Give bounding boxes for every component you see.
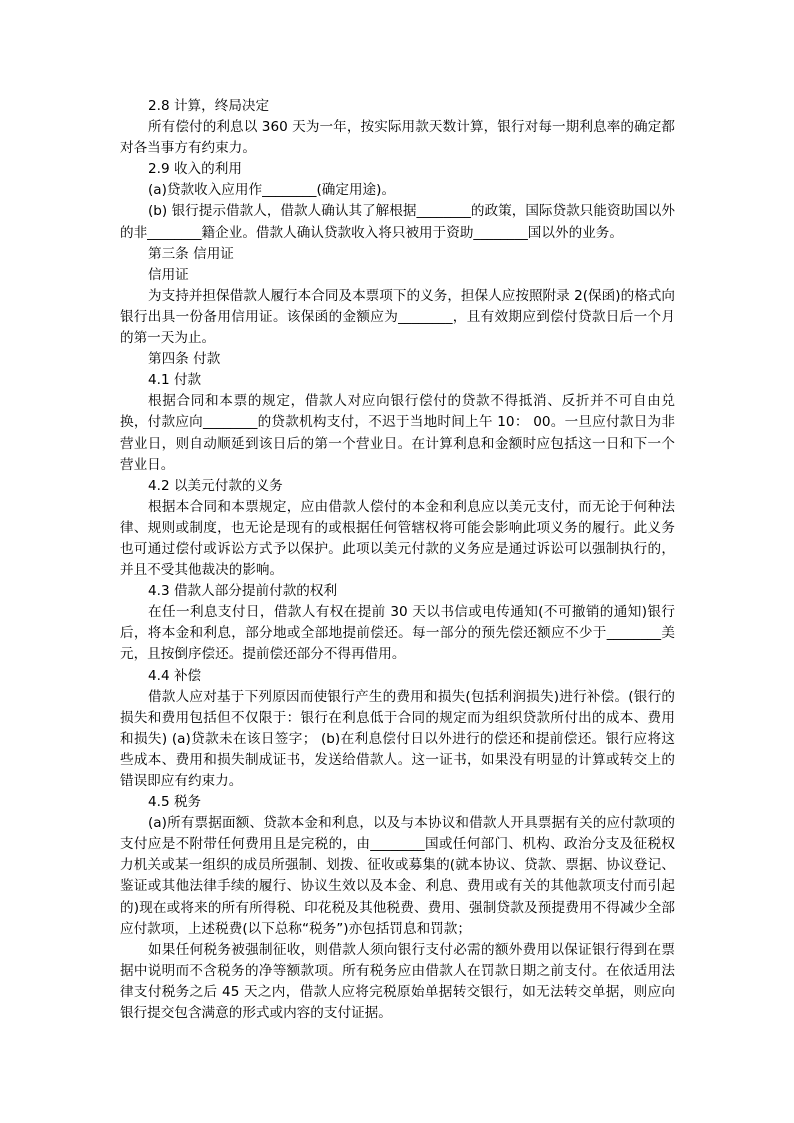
paragraph-compensation: 借款人应对基于下列原因而使银行产生的费用和损失(包括利润损失)进行补偿。(银行的损失和费用包括但不仅限于：银行在利息低于合同的规定而为组织贷款所付出的成本、费用和损失) (a)贷款未在该日签字； (b)在利息偿付日以外进行的偿还和提前偿还。银行应将这些成本、费用和损失制成证书，发送给借款人。这一证书，如果没有明显的计算或转交上的错误即应有约束力。 bbox=[120, 688, 675, 789]
article-heading-3: 第三条 信用证 bbox=[148, 245, 234, 262]
paragraph-prepayment: 在任一利息支付日，借款人有权在提前 30 天以书信或电传通知(不可撤销的通知)银行后，将本金和利息，部分地或全部地提前偿还。每一部分的预先偿还额应不少于________美元，且按倒序偿还。提前偿还部分不得再借用。 bbox=[120, 604, 675, 663]
paragraph-payment: 根据合同和本票的规定，借款人对应向银行偿付的贷款不得抵消、反折并不可自由兑换，付款应向________的贷款机构支付，不迟于当地时间上午 10： 00。一旦应付款日为非营业日，则自动顺延到该日后的第一个营业日。在计算利息和金额时应包括这一日和下一个营业日。 bbox=[120, 393, 675, 473]
paragraph-taxes-a: (a)所有票据面额、贷款本金和利息，以及与本协议和借款人开具票据有关的应付款项的支付应是不附带任何费用且是完税的，由________国或任何部门、机构、政治分支及征税权力机关或某一组织的成员所强制、划拨、征收或募集的(就本协议、贷款、票据、协议登记、鉴证或其他法律手续的履行、协议生效以及本金、利息、费用或有关的其他款项支付而引起的)现在或将来的所有所得税、印花税及其他税费、费用、强制贷款及预提费用不得减少全部应付款项，上述税费(以下总称“税务”)亦包括罚息和罚款； bbox=[120, 815, 675, 937]
section-heading-4-3: 4.3 借款人部分提前付款的权利 bbox=[148, 583, 338, 600]
paragraph-taxes-gross-up: 如果任何税务被强制征收，则借款人须向银行支付必需的额外费用以保证银行得到在票据中说明而不含税务的净等额款项。所有税务应由借款人在罚款日期之前支付。在依适用法律支付税务之后 45 天之内，借款人应将完税原始单据转交银行，如无法转交单据，则应向银行提交包含满意的形式或内容的支付证据。 bbox=[120, 941, 675, 1022]
article-heading-4: 第四条 付款 bbox=[148, 351, 221, 368]
paragraph-loan-use-b: (b) 银行提示借款人，借款人确认其了解根据________的政策，国际贷款只能资助国以外的非________籍企业。借款人确认贷款收入将只被用于资助________国以外的业务。 bbox=[120, 203, 675, 241]
document-page bbox=[120, 96, 675, 1024]
section-heading-4-4: 4.4 补偿 bbox=[148, 667, 202, 684]
paragraph-letter-of-credit: 为支持并担保借款人履行本合同及本票项下的义务，担保人应按照附录 2(保函)的格式向银行出具一份备用信用证。该保函的金额应为________，且有效期应到偿付贷款日后一个月的第一天为止。 bbox=[120, 287, 675, 347]
section-heading-letter-of-credit: 信用证 bbox=[148, 266, 189, 283]
paragraph-loan-use-a: (a)贷款收入应用作________(确定用途)。 bbox=[148, 182, 396, 199]
section-heading-4-1: 4.1 付款 bbox=[148, 372, 202, 389]
section-heading-4-5: 4.5 税务 bbox=[148, 794, 202, 811]
paragraph-interest-calculation: 所有偿付的利息以 360 天为一年，按实际用款天数计算，银行对每一期利息率的确定都对各当事方有约束力。 bbox=[120, 119, 675, 157]
section-heading-2-8: 2.8 计算，终局决定 bbox=[148, 98, 270, 114]
section-heading-4-2: 4.2 以美元付款的义务 bbox=[148, 477, 283, 494]
section-heading-2-9: 2.9 收入的利用 bbox=[148, 161, 242, 178]
paragraph-usd-payment: 根据本合同和本票规定，应由借款人偿付的本金和利息应以美元支付，而无论于何种法律、规则或制度，也无论是现有的或根据任何管辖权将可能会影响此项义务的履行。此义务也可通过偿付或诉讼方式予以保护。此项以美元付款的义务应是通过诉讼可以强制执行的，并且不受其他裁决的影响。 bbox=[120, 498, 675, 579]
